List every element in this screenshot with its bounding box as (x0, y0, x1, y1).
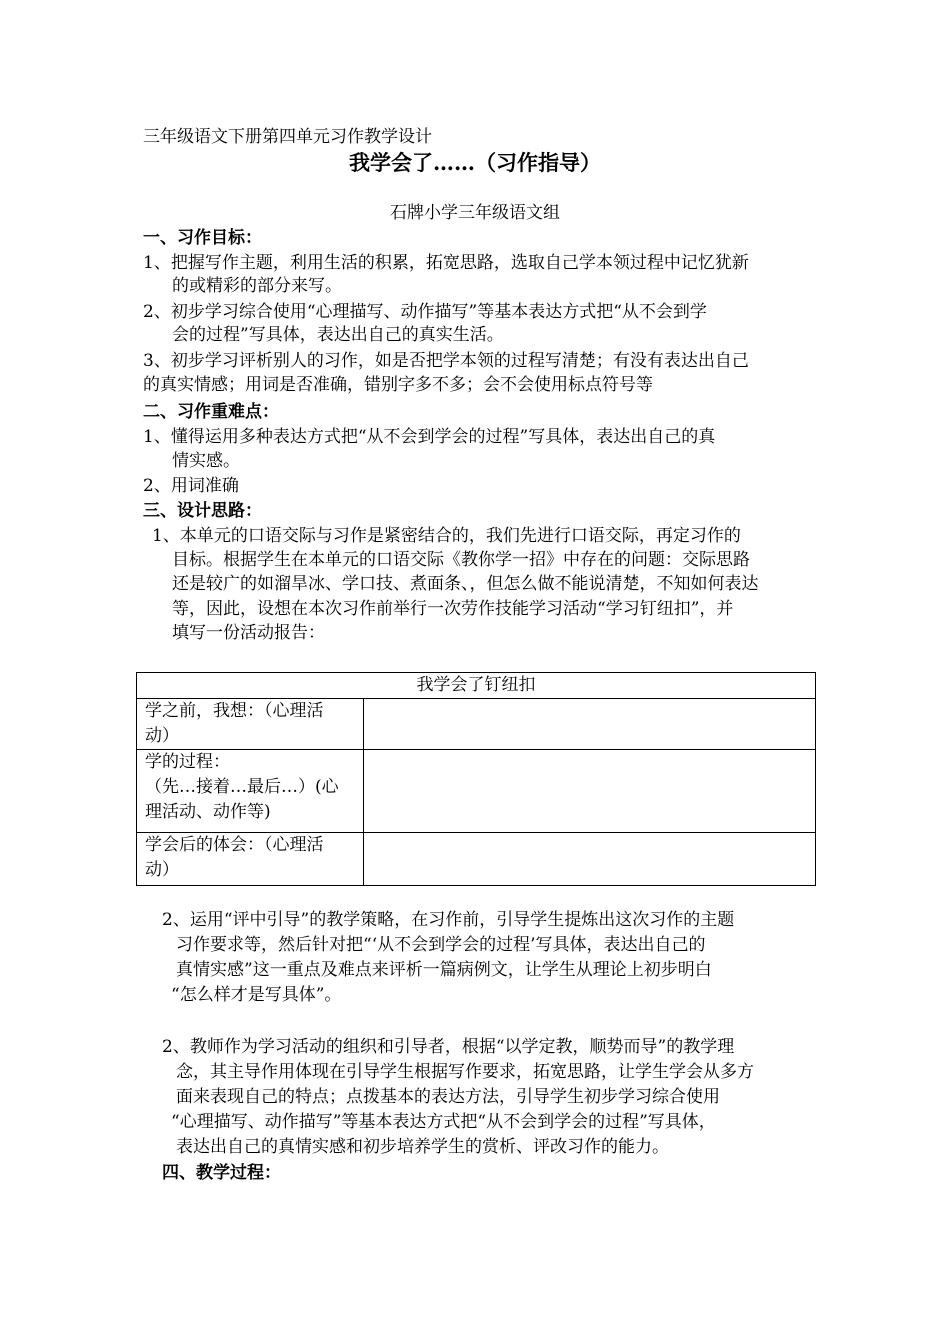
report-row-process-text-1: 学的过程： (145, 752, 230, 772)
design-p1-line-4: 等，因此，设想在本次习作前举行一次劳作技能学习活动“学习钉纽扣”，并 (172, 599, 734, 619)
activity-report-table (136, 672, 816, 886)
report-row-after-text-1: 学会后的体会：（心理活 (145, 835, 324, 855)
section-heading-process: 四、教学过程： (162, 1163, 281, 1183)
report-row-process-blank (364, 750, 816, 833)
author-group: 石牌小学三年级语文组 (390, 203, 560, 223)
report-row-process-text-2: （先…接着…最后…）(心 (145, 777, 339, 797)
report-table-title: 我学会了钉纽扣 (137, 673, 816, 699)
report-row-after-text-2: 动） (145, 860, 179, 880)
design-p2-line-3: 真情实感”这一重点及难点来评析一篇病例文，让学生从理论上初步明白 (176, 960, 712, 980)
goal-item-1-line-2: 的或精彩的部分来写。 (172, 276, 342, 296)
design-p1-line-5: 填写一份活动报告： (172, 623, 325, 643)
key-point-1-line-2: 情实感。 (172, 451, 240, 471)
document-header: 三年级语文下册第四单元习作教学设计 (143, 127, 432, 147)
design-p1-line-3: 还是较广的如溜旱冰、学口技、煮面条、，但怎么做不能说清楚，不知如何表达 (172, 574, 759, 594)
goal-item-3-line-2: 的真实情感；用词是否准确，错别字多不多；会不会使用标点符号等 (143, 375, 653, 395)
report-row-process-label (137, 750, 364, 833)
section-heading-key-points: 二、习作重难点： (143, 402, 279, 422)
report-row-before-blank (364, 699, 816, 750)
design-p2-line-1: 2、运用“评中引导”的教学策略，在习作前，引导学生提炼出这次习作的主题 (162, 910, 735, 930)
goal-item-3-line-1: 3、初步学习评析别人的习作，如是否把学本领的过程写清楚；有没有表达出自己 (143, 351, 749, 371)
design-p3-line-4: “心理描写、动作描写”等基本表达方式把“从不会到学会的过程”写具体， (171, 1112, 716, 1132)
section-heading-goals: 一、习作目标： (143, 228, 262, 248)
design-p3-line-2: 念，其主导作用体现在引导学生根据写作要求，拓宽思路，让学生学会从多方 (176, 1062, 754, 1082)
goal-item-2-line-1: 2、初步学习综合使用“心理描写、动作描写”等基本表达方式把“从不会到学 (143, 302, 707, 322)
design-p2-line-2: 习作要求等，然后针对把“‘从不会到学会的过程’写具体，表达出自己的 (176, 935, 706, 955)
report-row-process-text-3: 理活动、动作等) (145, 802, 271, 822)
report-row-before-text-2: 动） (145, 726, 179, 746)
section-heading-design: 三、设计思路： (143, 501, 262, 521)
key-point-1-line-1: 1、懂得运用多种表达方式把“从不会到学会的过程”写具体，表达出自己的真 (143, 427, 716, 447)
design-p3-line-3: 面来表现自己的特点；点拨基本的表达方法，引导学生初步学习综合使用 (176, 1087, 720, 1107)
design-p2-line-4: “怎么样才是写具体”。 (171, 985, 342, 1005)
design-p3-line-1: 2、教师作为学习活动的组织和引导者，根据“以学定教，顺势而导”的教学理 (162, 1037, 735, 1057)
design-p1-line-2: 目标。根据学生在本单元的口语交际《教你学一招》中存在的问题：交际思路 (172, 550, 750, 570)
report-row-after-label (137, 833, 364, 886)
design-p1-line-1: 1、本单元的口语交际与习作是紧密结合的，我们先进行口语交际，再定习作的 (152, 526, 741, 546)
report-row-before-text-1: 学之前，我想：（心理活 (145, 701, 324, 721)
key-point-2: 2、用词准确 (143, 476, 239, 496)
report-row-after-blank (364, 833, 816, 886)
report-row-before-label (137, 699, 364, 750)
document-title: 我学会了……（习作指导） (349, 150, 601, 175)
goal-item-1-line-1: 1、把握写作主题，利用生活的积累，拓宽思路，选取自己学本领过程中记忆犹新 (143, 253, 749, 273)
design-p3-line-5: 表达出自己的真情实感和初步培养学生的赏析、评改习作的能力。 (176, 1137, 669, 1157)
goal-item-2-line-2: 会的过程”写具体，表达出自己的真实生活。 (172, 325, 504, 345)
